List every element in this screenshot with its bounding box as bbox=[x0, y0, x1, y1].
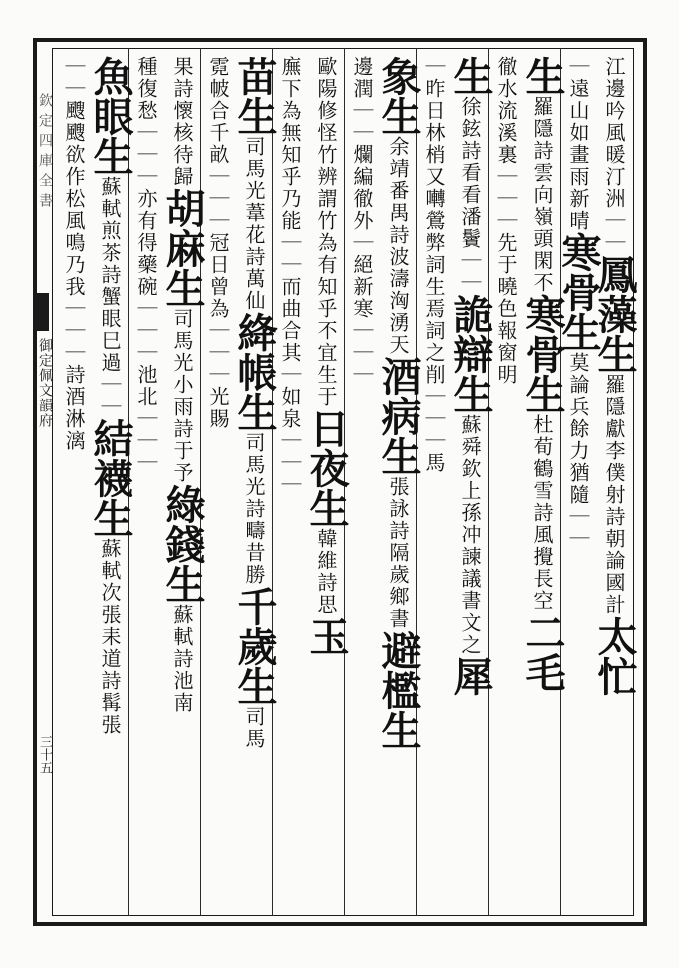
citation-text: ｜昨日林梢又囀鶯 bbox=[422, 56, 446, 232]
headword-text: 生 bbox=[447, 56, 494, 96]
headword-text: 胡麻生 bbox=[159, 188, 206, 308]
headword-text: 酒病生 bbox=[375, 356, 422, 476]
text-column bbox=[519, 56, 566, 912]
citation-text: ｜遠山如畫雨新晴 bbox=[566, 56, 590, 232]
citation-text: 如泉｜｜｜ bbox=[278, 386, 302, 496]
citation-text: 徐鉉詩看看潘鬢｜｜ bbox=[458, 96, 482, 294]
citation-text: 司馬 bbox=[242, 706, 266, 750]
headword-text: 二毛 bbox=[519, 612, 566, 692]
headword-text: 玉 bbox=[303, 616, 350, 656]
citation-text: 張詠詩隔歲鄉書 bbox=[386, 476, 410, 630]
citation-text: 莫論兵餘力猶隨｜｜ bbox=[566, 352, 590, 550]
headword-text: 犀 bbox=[447, 656, 494, 696]
gutter-black-mark bbox=[35, 293, 49, 331]
citation-text: 杜荀鶴雪詩風攪長空 bbox=[530, 414, 554, 612]
citation-text: 蘇軾次張耒道詩髯張 bbox=[98, 538, 122, 736]
citation-text: 亦有得藥碗｜｜｜ bbox=[134, 188, 158, 364]
headword-text: 結襪生 bbox=[87, 418, 134, 538]
citation-text: 蘇軾煎茶詩蟹眼巳過｜｜ bbox=[98, 176, 122, 418]
text-column bbox=[56, 56, 92, 912]
headword-text: 詭辯生 bbox=[447, 294, 494, 414]
text-column bbox=[87, 56, 134, 912]
headword-text: 寒骨生 bbox=[555, 232, 602, 352]
headword-text: 生 bbox=[519, 56, 566, 96]
gutter-faint-label: 欽定四庫全書 bbox=[37, 93, 53, 213]
text-column bbox=[591, 56, 638, 912]
citation-text: 蘇舜欽上孫冲諫議書文之 bbox=[458, 414, 482, 656]
citation-text: 弊詞生焉詞之削｜｜｜馬 bbox=[422, 232, 446, 474]
text-column bbox=[159, 56, 206, 912]
headword-text: 日夜生 bbox=[303, 408, 350, 528]
citation-text: 韓維詩思 bbox=[314, 528, 338, 616]
text-column bbox=[272, 56, 308, 912]
page-gutter bbox=[33, 38, 52, 926]
headword-text: 太忙 bbox=[591, 616, 638, 696]
text-column bbox=[303, 56, 350, 912]
book-title: 御定佩文韻府 bbox=[37, 338, 53, 428]
citation-text: 司馬光小雨詩于予 bbox=[170, 308, 194, 484]
text-column bbox=[231, 56, 278, 912]
headword-text: 千歲生 bbox=[231, 586, 278, 706]
text-column bbox=[555, 56, 602, 912]
citation-text: 羅隱獻李僕射詩朝論國計 bbox=[602, 374, 626, 616]
citation-text: 廡下為無知乎乃能｜｜而曲合其｜ bbox=[278, 56, 302, 386]
citation-text: 司馬光葦花詩萬仙 bbox=[242, 136, 266, 312]
citation-text: 羅隱詩雲向嶺頭閑不 bbox=[530, 96, 554, 294]
citation-text: ｜先于曉色報窗明 bbox=[494, 210, 518, 386]
citation-text: 余靖番禺詩波濤洶湧天 bbox=[386, 136, 410, 356]
headword-text: 寒骨生 bbox=[519, 294, 566, 414]
headword-text: 絳帳生 bbox=[231, 312, 278, 432]
text-column bbox=[375, 56, 422, 912]
citation-text: 江邊吟風暖汀洲｜｜ bbox=[602, 56, 626, 254]
citation-text: 光賜 bbox=[206, 386, 230, 430]
citation-text: 乃我｜｜｜詩酒淋漓 bbox=[62, 254, 86, 452]
citation-text: 池北｜｜｜ bbox=[134, 364, 158, 474]
citation-text: 蘇軾詩池南 bbox=[170, 604, 194, 714]
headword-text: 苗生 bbox=[231, 56, 278, 136]
citation-text: 徹水流溪裏｜｜ bbox=[494, 56, 518, 210]
headword-text: 綠錢生 bbox=[159, 484, 206, 604]
text-column bbox=[488, 56, 524, 912]
citation-text: 種復愁｜｜｜ bbox=[134, 56, 158, 188]
citation-text: 邊潤｜｜爛編徹外｜ bbox=[350, 56, 374, 254]
headword-text: 象生 bbox=[375, 56, 422, 136]
text-column bbox=[416, 56, 452, 912]
citation-text: 霓帔合千畝｜｜｜ bbox=[206, 56, 230, 232]
citation-text: 歐陽修怪竹辨謂竹為有知乎不宜生于 bbox=[314, 56, 338, 408]
citation-text: 絕新寒｜｜｜ bbox=[350, 254, 374, 386]
headword-text: 避檻生 bbox=[375, 630, 422, 750]
page-number: 三十五 bbox=[37, 735, 52, 774]
headword-text: 鳳藻生 bbox=[591, 254, 638, 374]
headword-text: 魚眼生 bbox=[87, 56, 134, 176]
citation-text: 果詩懷核待歸 bbox=[170, 56, 194, 188]
citation-text: ｜｜颼颼欲作松風鳴 bbox=[62, 56, 86, 254]
text-column bbox=[447, 56, 494, 912]
citation-text: 冠日曾為｜｜｜ bbox=[206, 232, 230, 386]
citation-text: 司馬光詩疇昔勝 bbox=[242, 432, 266, 586]
